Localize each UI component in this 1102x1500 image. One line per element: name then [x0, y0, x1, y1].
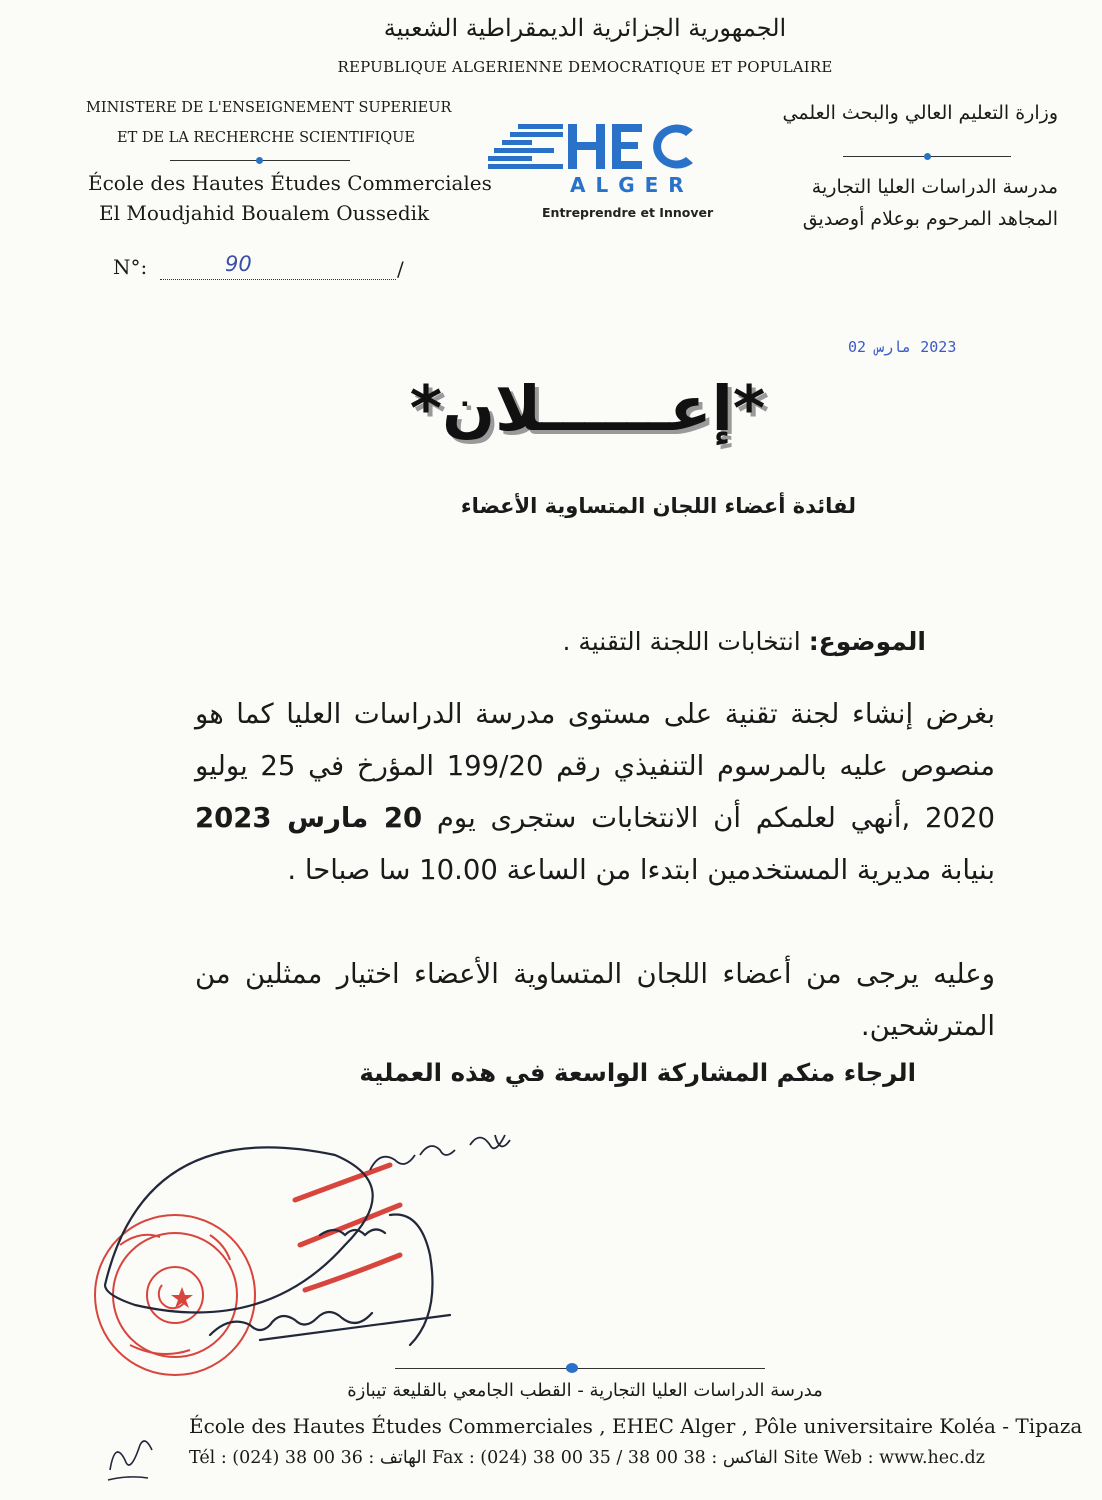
- subject-line: [562, 627, 926, 656]
- reference-slash: /: [397, 257, 404, 281]
- official-seal: [95, 1215, 255, 1375]
- footer-address-ar: مدرسة الدراسات العليا التجارية - القطب الجامعي بالقليعة تيبازة: [347, 1380, 823, 1401]
- logo-tagline: Entreprendre et Innover: [542, 205, 714, 220]
- logo-e-mark: [488, 124, 563, 169]
- ministry-ar: وزارة التعليم العالي والبحث العلمي: [782, 102, 1058, 124]
- margin-initials: [100, 1430, 160, 1490]
- ministry-fr-line2: ET DE LA RECHERCHE SCIENTIFIQUE: [117, 130, 415, 146]
- announcement-title: *إعــــــلان*: [409, 372, 766, 445]
- republic-title-fr: REPUBLIQUE ALGERIENNE DEMOCRATIQUE ET POPULAIRE: [337, 58, 833, 76]
- divider-dot-left: [256, 157, 263, 164]
- reference-number: 90: [225, 252, 252, 276]
- subject-text: انتخابات اللجنة التقنية .: [562, 627, 801, 656]
- logo-city: ALGER: [570, 173, 694, 197]
- footer-contact: Tél : (024) 38 00 36 : الهاتف Fax : (024) 38 00 35 / 38 00 38 : الفاكس Site Web : www.hec.dz: [189, 1448, 985, 1468]
- reference-dotted-line: [160, 279, 396, 280]
- divider-dot-right: [924, 153, 931, 160]
- subject-label: الموضوع:: [808, 627, 926, 656]
- footer-address-fr: École des Hautes Études Commerciales , EHEC Alger , Pôle universitaire Koléa - Tipaza: [189, 1414, 1083, 1438]
- date-stamp: 2023 مارس 02: [848, 338, 957, 356]
- footer-divider-dot: [566, 1363, 578, 1373]
- reference-label: N°:: [113, 255, 148, 279]
- stamp-text-marks: [295, 1165, 400, 1290]
- school-name-fr-line2: El Moudjahid Boualem Oussedik: [99, 201, 430, 225]
- school-name-fr-line1: École des Hautes Études Commerciales: [88, 171, 492, 195]
- closing-line: الرجاء منكم المشاركة الواسعة في هذه العملية: [359, 1058, 916, 1087]
- body-paragraph-1: [195, 688, 995, 896]
- paragraph-1-part-2: بنيابة مديرية المستخدمين ابتدءا من الساعة 10.00 سا صباحا .: [287, 854, 995, 886]
- ministry-fr-line1: MINISTERE DE L'ENSEIGNEMENT SUPERIEUR: [86, 100, 452, 116]
- logo-hec-letters: [568, 124, 693, 169]
- paragraph-1-part-1: بغرض إنشاء لجنة تقنية على مستوى مدرسة الدراسات العليا كما هو منصوص عليه بالمرسوم التنفيذي رقم 199/20 المؤرخ في 25 يوليو 2020 ,أنهي لعلمكم أن الانتخابات ستجرى يوم: [195, 698, 996, 834]
- republic-title-ar: الجمهورية الجزائرية الديمقراطية الشعبية: [383, 14, 787, 42]
- announcement-subtitle: لفائدة أعضاء اللجان المتساوية الأعضاء: [460, 494, 856, 518]
- body-paragraph-2: وعليه يرجى من أعضاء اللجان المتساوية الأعضاء اختيار ممثلين من المترشحين.: [195, 958, 995, 1042]
- school-name-ar-line1: مدرسة الدراسات العليا التجارية: [811, 176, 1058, 198]
- election-date: 20 مارس 2023: [195, 802, 423, 834]
- school-name-ar-line2: المجاهد المرحوم بوعلام أوصديق: [802, 208, 1058, 230]
- footer-divider: [395, 1368, 765, 1369]
